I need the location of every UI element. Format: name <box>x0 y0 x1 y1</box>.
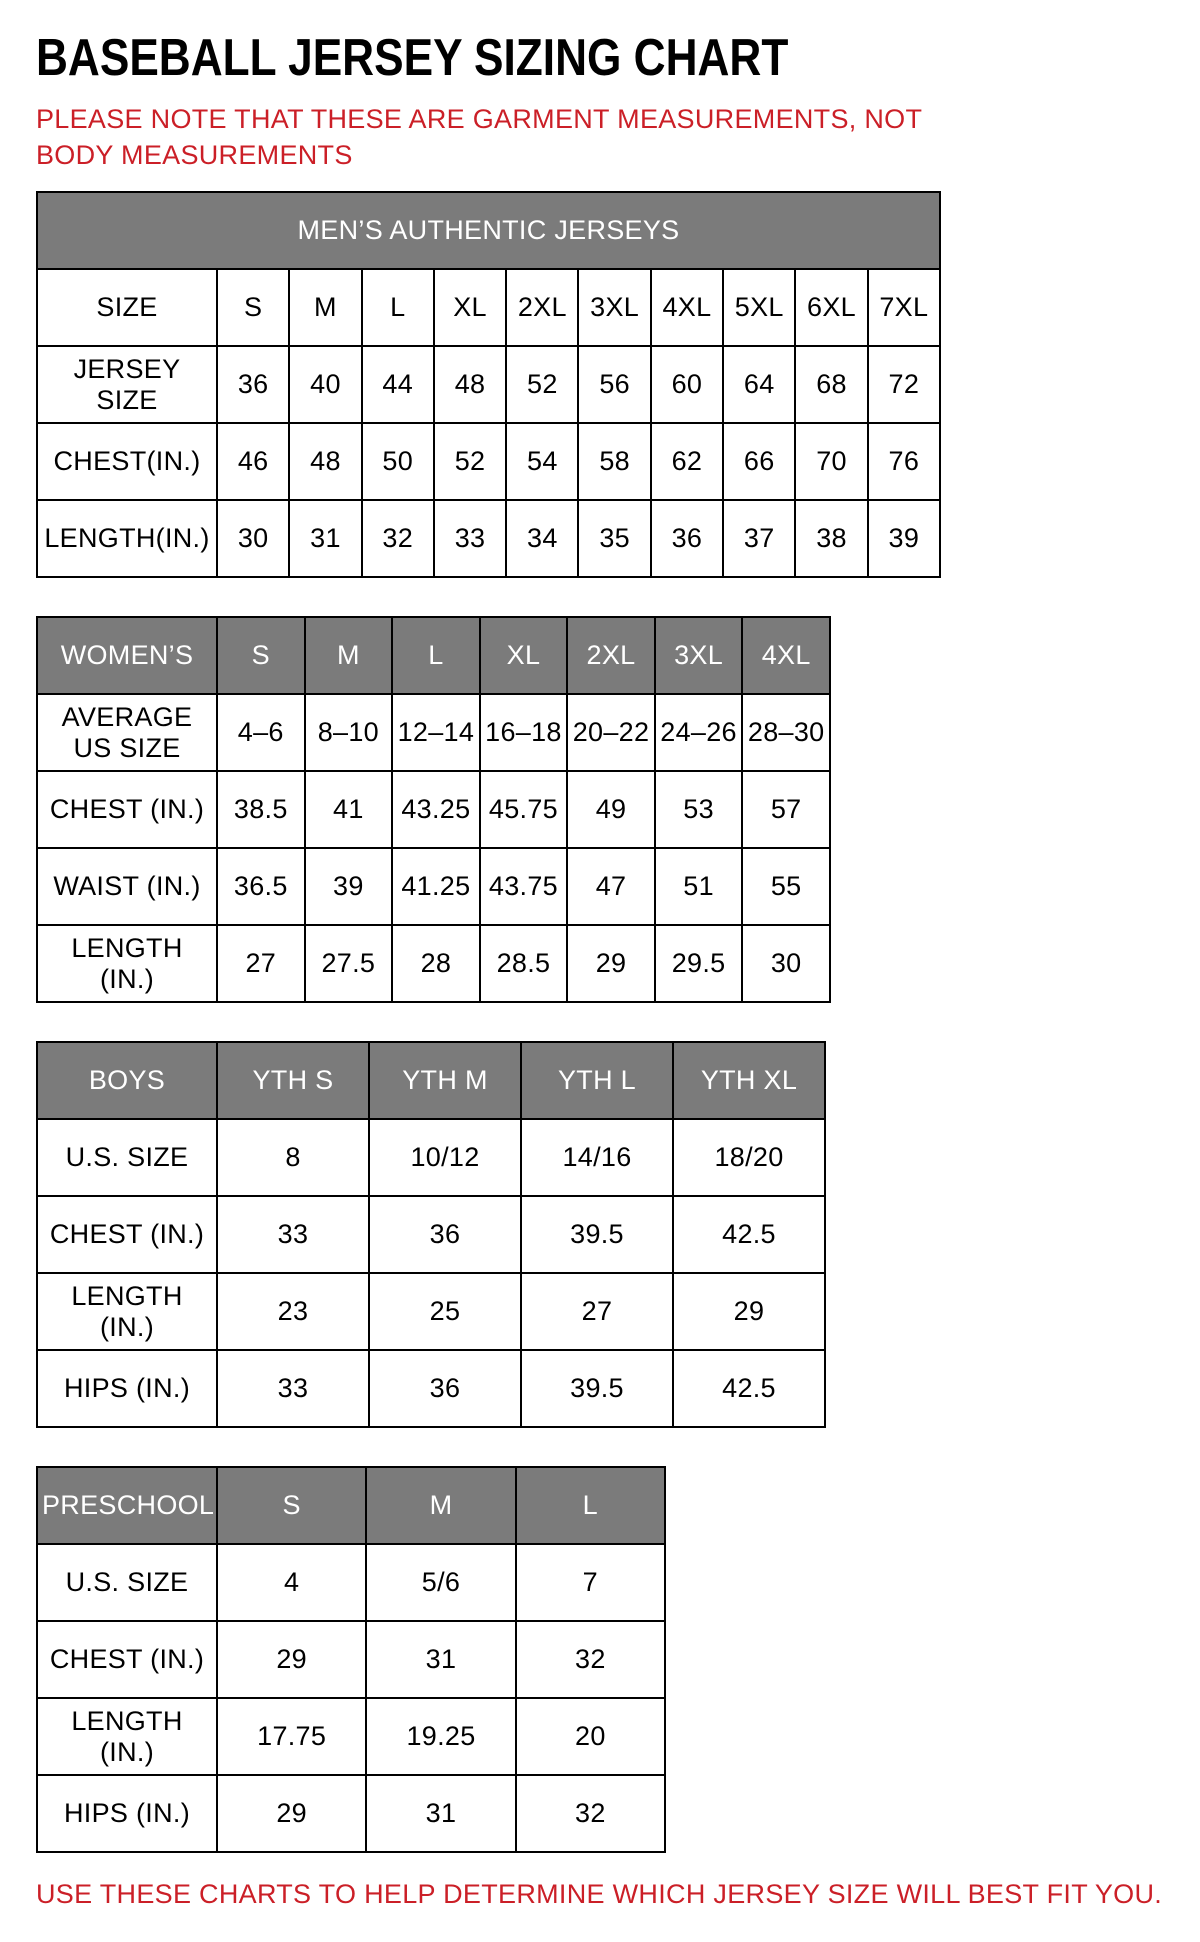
value-cell: 33 <box>217 1196 369 1273</box>
womens-sizing-table <box>36 616 831 1003</box>
column-header-cell: M <box>305 617 393 694</box>
value-cell: 54 <box>506 423 578 500</box>
value-cell: 16–18 <box>480 694 568 771</box>
value-cell: 38.5 <box>217 771 305 848</box>
value-cell: L <box>362 269 434 346</box>
value-cell: 47 <box>567 848 655 925</box>
row-label-cell: HIPS (IN.) <box>37 1350 217 1427</box>
table-row <box>37 1698 665 1775</box>
column-header-cell: S <box>217 617 305 694</box>
value-cell: 4XL <box>651 269 723 346</box>
table-row <box>37 1775 665 1852</box>
table-row <box>37 423 940 500</box>
value-cell: 46 <box>217 423 289 500</box>
page-title: BASEBALL JERSEY SIZING CHART <box>36 29 789 87</box>
value-cell: 39.5 <box>521 1196 673 1273</box>
value-cell: 19.25 <box>366 1698 515 1775</box>
value-cell: 53 <box>655 771 743 848</box>
value-cell: 28 <box>392 925 480 1002</box>
column-header-cell: YTH L <box>521 1042 673 1119</box>
value-cell: 23 <box>217 1273 369 1350</box>
value-cell: M <box>289 269 361 346</box>
value-cell: 57 <box>742 771 830 848</box>
column-header-cell: S <box>217 1467 366 1544</box>
column-header-cell: XL <box>480 617 568 694</box>
value-cell: 40 <box>289 346 361 423</box>
value-cell: 39 <box>868 500 940 577</box>
value-cell: 32 <box>516 1775 665 1852</box>
table-row <box>37 1119 825 1196</box>
value-cell: 39.5 <box>521 1350 673 1427</box>
value-cell: 4 <box>217 1544 366 1621</box>
value-cell: 58 <box>578 423 650 500</box>
value-cell: 28–30 <box>742 694 830 771</box>
value-cell: 20–22 <box>567 694 655 771</box>
table-row <box>37 269 940 346</box>
value-cell: 14/16 <box>521 1119 673 1196</box>
mens-sizing-table <box>36 191 941 578</box>
value-cell: 36 <box>651 500 723 577</box>
value-cell: 66 <box>723 423 795 500</box>
value-cell: 33 <box>434 500 506 577</box>
value-cell: 30 <box>217 500 289 577</box>
preschool-sizing-table <box>36 1466 666 1853</box>
value-cell: 36.5 <box>217 848 305 925</box>
value-cell: 29 <box>217 1775 366 1852</box>
value-cell: 50 <box>362 423 434 500</box>
row-label-cell: LENGTH (IN.) <box>37 1698 217 1775</box>
value-cell: 3XL <box>578 269 650 346</box>
value-cell: S <box>217 269 289 346</box>
row-label-cell: CHEST (IN.) <box>37 1196 217 1273</box>
value-cell: 34 <box>506 500 578 577</box>
value-cell: 30 <box>742 925 830 1002</box>
row-label-cell: LENGTH(IN.) <box>37 500 217 577</box>
value-cell: 56 <box>578 346 650 423</box>
value-cell: 49 <box>567 771 655 848</box>
value-cell: 5XL <box>723 269 795 346</box>
value-cell: 31 <box>366 1775 515 1852</box>
table-row <box>37 771 830 848</box>
boys-sizing-table <box>36 1041 826 1428</box>
value-cell: 8 <box>217 1119 369 1196</box>
column-header-cell: YTH M <box>369 1042 521 1119</box>
fit-advice-note: USE THESE CHARTS TO HELP DETERMINE WHICH JERSEY SIZE WILL BEST FIT YOU. <box>36 1879 1163 1910</box>
table-header-row <box>37 1042 825 1119</box>
table-header-row <box>37 617 830 694</box>
value-cell: 28.5 <box>480 925 568 1002</box>
column-header-cell: YTH XL <box>673 1042 825 1119</box>
column-header-cell: L <box>392 617 480 694</box>
value-cell: 51 <box>655 848 743 925</box>
column-header-cell: M <box>366 1467 515 1544</box>
column-header-cell: L <box>516 1467 665 1544</box>
row-label-cell: LENGTH (IN.) <box>37 925 217 1002</box>
value-cell: 64 <box>723 346 795 423</box>
value-cell: 76 <box>868 423 940 500</box>
column-header-cell: 3XL <box>655 617 743 694</box>
value-cell: 33 <box>217 1350 369 1427</box>
column-header-cell: 2XL <box>567 617 655 694</box>
womens-header-label: WOMEN’S <box>37 617 217 694</box>
table-row <box>37 1544 665 1621</box>
value-cell: 70 <box>795 423 867 500</box>
table-row <box>37 1273 825 1350</box>
value-cell: 29 <box>673 1273 825 1350</box>
table-row <box>37 346 940 423</box>
value-cell: 37 <box>723 500 795 577</box>
value-cell: 31 <box>289 500 361 577</box>
value-cell: 48 <box>289 423 361 500</box>
page-header <box>36 28 1164 173</box>
value-cell: 2XL <box>506 269 578 346</box>
value-cell: 7XL <box>868 269 940 346</box>
value-cell: 4–6 <box>217 694 305 771</box>
value-cell: XL <box>434 269 506 346</box>
value-cell: 68 <box>795 346 867 423</box>
value-cell: 55 <box>742 848 830 925</box>
value-cell: 7 <box>516 1544 665 1621</box>
value-cell: 25 <box>369 1273 521 1350</box>
value-cell: 29 <box>567 925 655 1002</box>
value-cell: 42.5 <box>673 1196 825 1273</box>
table-header-row <box>37 1467 665 1544</box>
value-cell: 20 <box>516 1698 665 1775</box>
value-cell: 45.75 <box>480 771 568 848</box>
row-label-cell: U.S. SIZE <box>37 1119 217 1196</box>
value-cell: 43.75 <box>480 848 568 925</box>
column-header-cell: 4XL <box>742 617 830 694</box>
row-label-cell: JERSEY SIZE <box>37 346 217 423</box>
value-cell: 72 <box>868 346 940 423</box>
value-cell: 27 <box>521 1273 673 1350</box>
value-cell: 42.5 <box>673 1350 825 1427</box>
value-cell: 32 <box>362 500 434 577</box>
row-label-cell: U.S. SIZE <box>37 1544 217 1621</box>
value-cell: 52 <box>434 423 506 500</box>
value-cell: 5/6 <box>366 1544 515 1621</box>
value-cell: 24–26 <box>655 694 743 771</box>
table-row <box>37 694 830 771</box>
value-cell: 32 <box>516 1621 665 1698</box>
value-cell: 29 <box>217 1621 366 1698</box>
value-cell: 36 <box>217 346 289 423</box>
value-cell: 35 <box>578 500 650 577</box>
row-label-cell: AVERAGE US SIZE <box>37 694 217 771</box>
table-row <box>37 1196 825 1273</box>
table-row <box>37 925 830 1002</box>
page-footer <box>36 1879 1164 1910</box>
table-row <box>37 500 940 577</box>
column-header-cell: YTH S <box>217 1042 369 1119</box>
value-cell: 48 <box>434 346 506 423</box>
garment-measurement-note: PLEASE NOTE THAT THESE ARE GARMENT MEASUREMENTS, NOT BODY MEASUREMENTS <box>36 104 922 170</box>
row-label-cell: CHEST (IN.) <box>37 771 217 848</box>
value-cell: 8–10 <box>305 694 393 771</box>
value-cell: 62 <box>651 423 723 500</box>
row-label-cell: LENGTH (IN.) <box>37 1273 217 1350</box>
row-label-cell: WAIST (IN.) <box>37 848 217 925</box>
value-cell: 10/12 <box>369 1119 521 1196</box>
sizing-tables <box>36 191 1164 1853</box>
value-cell: 27.5 <box>305 925 393 1002</box>
value-cell: 17.75 <box>217 1698 366 1775</box>
value-cell: 39 <box>305 848 393 925</box>
value-cell: 36 <box>369 1196 521 1273</box>
row-label-cell: CHEST (IN.) <box>37 1621 217 1698</box>
value-cell: 29.5 <box>655 925 743 1002</box>
table-row <box>37 1621 665 1698</box>
value-cell: 43.25 <box>392 771 480 848</box>
row-label-cell: HIPS (IN.) <box>37 1775 217 1852</box>
row-label-cell: SIZE <box>37 269 217 346</box>
mens-authentic-jerseys-banner: MEN’S AUTHENTIC JERSEYS <box>37 192 940 269</box>
value-cell: 36 <box>369 1350 521 1427</box>
value-cell: 6XL <box>795 269 867 346</box>
value-cell: 12–14 <box>392 694 480 771</box>
value-cell: 41.25 <box>392 848 480 925</box>
table-banner-row <box>37 192 940 269</box>
value-cell: 44 <box>362 346 434 423</box>
preschool-header-label: PRESCHOOL <box>37 1467 217 1544</box>
table-row <box>37 1350 825 1427</box>
value-cell: 38 <box>795 500 867 577</box>
value-cell: 18/20 <box>673 1119 825 1196</box>
value-cell: 31 <box>366 1621 515 1698</box>
value-cell: 27 <box>217 925 305 1002</box>
value-cell: 52 <box>506 346 578 423</box>
table-row <box>37 848 830 925</box>
boys-header-label: BOYS <box>37 1042 217 1119</box>
row-label-cell: CHEST(IN.) <box>37 423 217 500</box>
value-cell: 60 <box>651 346 723 423</box>
value-cell: 41 <box>305 771 393 848</box>
